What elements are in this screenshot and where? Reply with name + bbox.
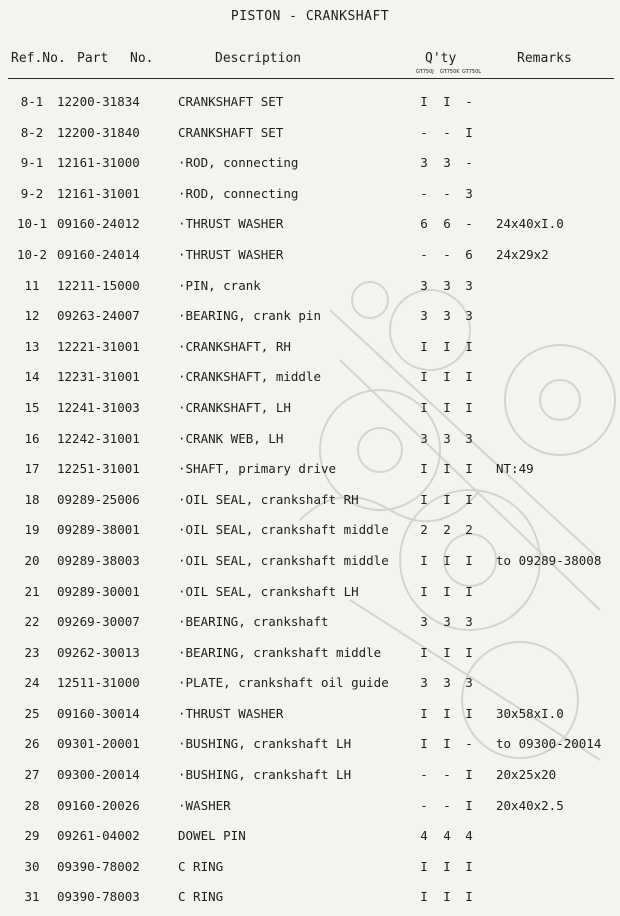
description-cell: ·BEARING, crank pin bbox=[178, 308, 321, 324]
qty-cell-model-2: I bbox=[443, 858, 451, 874]
qty-cell-model-3: 4 bbox=[465, 828, 473, 844]
description-cell: ·BEARING, crankshaft bbox=[178, 614, 329, 630]
part-no-cell: 09289-25006 bbox=[57, 491, 140, 507]
header-qty: Q'ty bbox=[425, 51, 457, 66]
qty-cell-model-1: I bbox=[420, 644, 428, 660]
qty-cell-model-1: I bbox=[420, 858, 428, 874]
part-no-cell: 09160-30014 bbox=[57, 705, 140, 721]
table-row bbox=[0, 855, 620, 886]
description-cell: DOWEL PIN bbox=[178, 828, 246, 844]
ref-no-cell: 8-2 bbox=[20, 124, 44, 140]
qty-cell-model-2: 3 bbox=[443, 308, 451, 324]
qty-cell-model-1: I bbox=[420, 491, 428, 507]
table-row bbox=[0, 182, 620, 213]
description-cell: ·BUSHING, crankshaft LH bbox=[178, 767, 352, 783]
qty-cell-model-1: 6 bbox=[420, 216, 428, 232]
qty-cell-model-2: I bbox=[443, 705, 451, 721]
qty-cell-model-1: I bbox=[420, 94, 428, 109]
ref-no-cell: 26 bbox=[24, 736, 40, 752]
part-no-cell: 09289-38001 bbox=[57, 522, 140, 538]
ref-no-cell: 8-1 bbox=[20, 94, 44, 109]
part-no-cell: 12231-31001 bbox=[57, 369, 140, 385]
remarks-cell: 24x29x2 bbox=[496, 246, 549, 262]
part-no-cell: 09160-20026 bbox=[57, 797, 140, 813]
table-row bbox=[0, 610, 620, 641]
part-no-cell: 12200-31840 bbox=[57, 124, 140, 140]
qty-cell-model-3: 3 bbox=[465, 308, 473, 324]
part-no-cell: 09263-24007 bbox=[57, 308, 140, 324]
table-row bbox=[0, 274, 620, 305]
qty-cell-model-2: I bbox=[443, 399, 451, 415]
ref-no-cell: 14 bbox=[24, 369, 40, 385]
header-description: Description bbox=[215, 51, 302, 66]
ref-no-cell: 20 bbox=[24, 552, 40, 568]
qty-cell-model-1: - bbox=[420, 246, 428, 262]
table-row bbox=[0, 212, 620, 243]
qty-model-2: GT750K bbox=[440, 69, 460, 75]
qty-cell-model-2: 3 bbox=[443, 675, 451, 691]
qty-cell-model-3: - bbox=[465, 155, 473, 171]
qty-cell-model-1: 4 bbox=[420, 828, 428, 844]
ref-no-cell: 16 bbox=[24, 430, 40, 446]
qty-cell-model-2: I bbox=[443, 338, 451, 354]
qty-cell-model-3: I bbox=[465, 858, 473, 874]
description-cell: CRANKSHAFT SET bbox=[178, 124, 284, 140]
part-no-cell: 09269-30007 bbox=[57, 614, 140, 630]
description-cell: ·THRUST WASHER bbox=[178, 216, 284, 232]
ref-no-cell: 17 bbox=[24, 461, 40, 477]
table-row bbox=[0, 365, 620, 396]
part-no-cell: 12242-31001 bbox=[57, 430, 140, 446]
part-no-cell: 12200-31834 bbox=[57, 94, 140, 109]
page-title: PISTON - CRANKSHAFT bbox=[230, 9, 390, 24]
description-cell: ·CRANKSHAFT, middle bbox=[178, 369, 321, 385]
qty-cell-model-2: I bbox=[443, 461, 451, 477]
ref-no-cell: 24 bbox=[24, 675, 40, 691]
qty-cell-model-2: 6 bbox=[443, 216, 451, 232]
qty-cell-model-3: I bbox=[465, 889, 473, 905]
remarks-cell: NT:49 bbox=[496, 461, 534, 477]
qty-cell-model-2: - bbox=[443, 767, 451, 783]
header-divider bbox=[8, 78, 614, 79]
table-row bbox=[0, 885, 620, 916]
table-row bbox=[0, 763, 620, 794]
ref-no-cell: 31 bbox=[24, 889, 40, 905]
qty-cell-model-1: - bbox=[420, 767, 428, 783]
header-part: Part bbox=[77, 51, 109, 66]
table-row bbox=[0, 335, 620, 366]
part-no-cell: 09300-20014 bbox=[57, 767, 140, 783]
qty-cell-model-1: I bbox=[420, 705, 428, 721]
qty-cell-model-1: - bbox=[420, 124, 428, 140]
qty-cell-model-1: 3 bbox=[420, 614, 428, 630]
header-no: No. bbox=[130, 51, 154, 66]
qty-cell-model-3: I bbox=[465, 399, 473, 415]
part-no-cell: 12511-31000 bbox=[57, 675, 140, 691]
description-cell: ·OIL SEAL, crankshaft LH bbox=[178, 583, 359, 599]
qty-cell-model-2: 3 bbox=[443, 614, 451, 630]
qty-cell-model-1: 2 bbox=[420, 522, 428, 538]
ref-no-cell: 28 bbox=[24, 797, 40, 813]
qty-cell-model-1: 3 bbox=[420, 430, 428, 446]
description-cell: ·ROD, connecting bbox=[178, 185, 299, 201]
remarks-cell: to 09300-20014 bbox=[496, 736, 602, 752]
description-cell: ·OIL SEAL, crankshaft middle bbox=[178, 522, 389, 538]
qty-cell-model-3: I bbox=[465, 369, 473, 385]
ref-no-cell: 22 bbox=[24, 614, 40, 630]
qty-cell-model-2: 2 bbox=[443, 522, 451, 538]
ref-no-cell: 27 bbox=[24, 767, 40, 783]
part-no-cell: 09289-38003 bbox=[57, 552, 140, 568]
description-cell: ·BUSHING, crankshaft LH bbox=[178, 736, 352, 752]
qty-cell-model-2: I bbox=[443, 736, 451, 752]
qty-cell-model-3: 3 bbox=[465, 614, 473, 630]
ref-no-cell: 11 bbox=[24, 277, 40, 293]
remarks-cell: 24x40xI.0 bbox=[496, 216, 564, 232]
qty-cell-model-2: 3 bbox=[443, 155, 451, 171]
qty-cell-model-3: - bbox=[465, 216, 473, 232]
description-cell: ·PLATE, crankshaft oil guide bbox=[178, 675, 389, 691]
part-no-cell: 09301-20001 bbox=[57, 736, 140, 752]
qty-cell-model-1: 3 bbox=[420, 277, 428, 293]
qty-cell-model-1: 3 bbox=[420, 675, 428, 691]
parts-table bbox=[0, 90, 620, 916]
table-row bbox=[0, 427, 620, 458]
qty-cell-model-3: - bbox=[465, 94, 473, 109]
ref-no-cell: 21 bbox=[24, 583, 40, 599]
qty-cell-model-1: I bbox=[420, 461, 428, 477]
qty-cell-model-2: I bbox=[443, 552, 451, 568]
table-row bbox=[0, 488, 620, 519]
part-no-cell: 09160-24012 bbox=[57, 216, 140, 232]
part-no-cell: 09262-30013 bbox=[57, 644, 140, 660]
remarks-cell: 20x25x20 bbox=[496, 767, 557, 783]
description-cell: ·CRANKSHAFT, LH bbox=[178, 399, 291, 415]
qty-cell-model-3: 6 bbox=[465, 246, 473, 262]
description-cell: ·CRANK WEB, LH bbox=[178, 430, 284, 446]
qty-cell-model-1: I bbox=[420, 399, 428, 415]
qty-cell-model-1: I bbox=[420, 369, 428, 385]
description-cell: C RING bbox=[178, 889, 224, 905]
part-no-cell: 12241-31003 bbox=[57, 399, 140, 415]
ref-no-cell: 23 bbox=[24, 644, 40, 660]
qty-cell-model-3: I bbox=[465, 338, 473, 354]
part-no-cell: 12161-31001 bbox=[57, 185, 140, 201]
table-row bbox=[0, 702, 620, 733]
header-remarks: Remarks bbox=[517, 51, 572, 66]
header-ref-no: Ref.No. bbox=[11, 51, 66, 66]
description-cell: ·ROD, connecting bbox=[178, 155, 299, 171]
part-no-cell: 09390-78003 bbox=[57, 889, 140, 905]
qty-cell-model-3: I bbox=[465, 705, 473, 721]
qty-cell-model-2: - bbox=[443, 246, 451, 262]
part-no-cell: 12251-31001 bbox=[57, 461, 140, 477]
qty-cell-model-1: I bbox=[420, 552, 428, 568]
description-cell: C RING bbox=[178, 858, 224, 874]
qty-cell-model-3: I bbox=[465, 124, 473, 140]
qty-cell-model-3: I bbox=[465, 461, 473, 477]
qty-cell-model-1: I bbox=[420, 583, 428, 599]
ref-no-cell: 10-1 bbox=[16, 216, 48, 232]
qty-cell-model-3: 2 bbox=[465, 522, 473, 538]
qty-cell-model-3: 3 bbox=[465, 185, 473, 201]
description-cell: CRANKSHAFT SET bbox=[178, 94, 284, 109]
ref-no-cell: 10-2 bbox=[16, 246, 48, 262]
part-no-cell: 09160-24014 bbox=[57, 246, 140, 262]
qty-cell-model-3: I bbox=[465, 491, 473, 507]
ref-no-cell: 12 bbox=[24, 308, 40, 324]
remarks-cell: 30x58xI.0 bbox=[496, 705, 564, 721]
table-row bbox=[0, 121, 620, 152]
ref-no-cell: 29 bbox=[24, 828, 40, 844]
ref-no-cell: 25 bbox=[24, 705, 40, 721]
qty-model-1: GT750J bbox=[416, 69, 434, 75]
qty-cell-model-2: - bbox=[443, 124, 451, 140]
qty-cell-model-2: I bbox=[443, 644, 451, 660]
remarks-cell: to 09289-38008 bbox=[496, 552, 602, 568]
table-row bbox=[0, 396, 620, 427]
table-row bbox=[0, 549, 620, 580]
table-row bbox=[0, 641, 620, 672]
part-no-cell: 12211-15000 bbox=[57, 277, 140, 293]
description-cell: ·BEARING, crankshaft middle bbox=[178, 644, 382, 660]
qty-cell-model-1: I bbox=[420, 736, 428, 752]
qty-cell-model-2: 4 bbox=[443, 828, 451, 844]
description-cell: ·WASHER bbox=[178, 797, 231, 813]
qty-cell-model-2: - bbox=[443, 797, 451, 813]
qty-cell-model-1: I bbox=[420, 338, 428, 354]
qty-cell-model-1: - bbox=[420, 185, 428, 201]
table-row bbox=[0, 671, 620, 702]
description-cell: ·OIL SEAL, crankshaft RH bbox=[178, 491, 359, 507]
part-no-cell: 09289-30001 bbox=[57, 583, 140, 599]
qty-cell-model-3: I bbox=[465, 644, 473, 660]
ref-no-cell: 9-2 bbox=[20, 185, 44, 201]
ref-no-cell: 9-1 bbox=[20, 155, 44, 171]
table-row bbox=[0, 90, 620, 121]
table-row bbox=[0, 732, 620, 763]
qty-cell-model-2: 3 bbox=[443, 277, 451, 293]
ref-no-cell: 30 bbox=[24, 858, 40, 874]
table-row bbox=[0, 304, 620, 335]
qty-cell-model-3: I bbox=[465, 583, 473, 599]
qty-cell-model-3: 3 bbox=[465, 675, 473, 691]
table-row bbox=[0, 151, 620, 182]
part-no-cell: 09390-78002 bbox=[57, 858, 140, 874]
qty-cell-model-2: I bbox=[443, 369, 451, 385]
qty-cell-model-2: I bbox=[443, 583, 451, 599]
qty-cell-model-2: I bbox=[443, 94, 451, 109]
qty-cell-model-1: I bbox=[420, 889, 428, 905]
table-row bbox=[0, 243, 620, 274]
table-row bbox=[0, 457, 620, 488]
ref-no-cell: 15 bbox=[24, 399, 40, 415]
remarks-cell: 20x40x2.5 bbox=[496, 797, 564, 813]
qty-cell-model-3: - bbox=[465, 736, 473, 752]
table-row bbox=[0, 794, 620, 825]
qty-cell-model-3: 3 bbox=[465, 277, 473, 293]
table-row bbox=[0, 824, 620, 855]
table-row bbox=[0, 580, 620, 611]
qty-cell-model-2: I bbox=[443, 889, 451, 905]
description-cell: ·CRANKSHAFT, RH bbox=[178, 338, 291, 354]
part-no-cell: 12221-31001 bbox=[57, 338, 140, 354]
description-cell: ·THRUST WASHER bbox=[178, 705, 284, 721]
qty-cell-model-3: I bbox=[465, 767, 473, 783]
description-cell: ·PIN, crank bbox=[178, 277, 261, 293]
qty-cell-model-3: I bbox=[465, 797, 473, 813]
table-row bbox=[0, 518, 620, 549]
qty-cell-model-1: 3 bbox=[420, 308, 428, 324]
qty-cell-model-2: I bbox=[443, 491, 451, 507]
ref-no-cell: 19 bbox=[24, 522, 40, 538]
ref-no-cell: 13 bbox=[24, 338, 40, 354]
qty-cell-model-3: I bbox=[465, 552, 473, 568]
qty-cell-model-2: 3 bbox=[443, 430, 451, 446]
description-cell: ·SHAFT, primary drive bbox=[178, 461, 337, 477]
part-no-cell: 12161-31000 bbox=[57, 155, 140, 171]
qty-cell-model-1: - bbox=[420, 797, 428, 813]
ref-no-cell: 18 bbox=[24, 491, 40, 507]
qty-cell-model-3: 3 bbox=[465, 430, 473, 446]
part-no-cell: 09261-04002 bbox=[57, 828, 140, 844]
qty-cell-model-2: - bbox=[443, 185, 451, 201]
description-cell: ·THRUST WASHER bbox=[178, 246, 284, 262]
description-cell: ·OIL SEAL, crankshaft middle bbox=[178, 552, 389, 568]
qty-model-3: GT750L bbox=[462, 69, 482, 75]
qty-cell-model-1: 3 bbox=[420, 155, 428, 171]
